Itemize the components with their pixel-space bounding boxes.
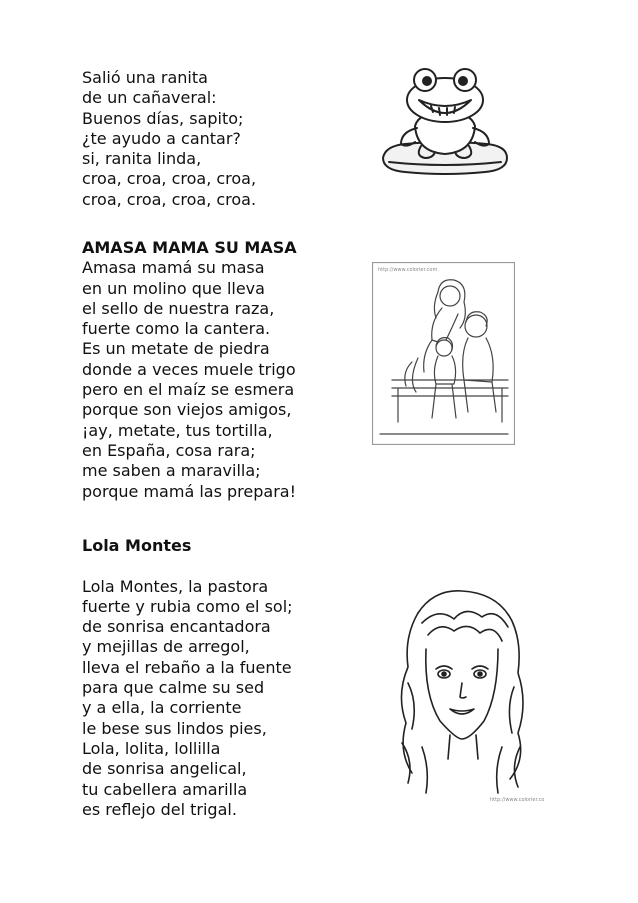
blank-line bbox=[82, 556, 293, 576]
poem-line: y mejillas de arregol, bbox=[82, 637, 250, 657]
poem-line: Salió una ranita bbox=[82, 68, 208, 87]
poem-line: ¿te ayudo a cantar? bbox=[82, 128, 241, 148]
poem-line: de sonrisa angelical, bbox=[82, 759, 247, 779]
poem-line: pero en el maíz se esmera bbox=[82, 380, 295, 400]
poem-line: y a ella, la corriente bbox=[82, 698, 242, 718]
poem-line: si, ranita linda, bbox=[82, 149, 202, 169]
poem-line: croa, croa, croa, croa. bbox=[82, 189, 257, 209]
poem-line: le bese sus lindos pies, bbox=[82, 718, 267, 738]
poem-line: de un cañaveral: bbox=[82, 88, 217, 108]
poem-line: croa, croa, croa, croa, bbox=[82, 169, 257, 189]
poem-line: para que calme su sed bbox=[82, 678, 265, 698]
family-watermark: http://www.colorier.com bbox=[378, 267, 438, 273]
poem-line: Lola, lolita, lollilla bbox=[82, 738, 221, 758]
poem-title: AMASA MAMA SU MASA bbox=[82, 238, 297, 257]
poem-line: porque son viejos amigos, bbox=[82, 400, 292, 420]
poem-line: Es un metate de piedra bbox=[82, 339, 270, 359]
poem-line: lleva el rebaño a la fuente bbox=[82, 657, 292, 677]
poem-line: Lola Montes, la pastora bbox=[82, 576, 269, 596]
poem-line: fuerte como la cantera. bbox=[82, 319, 271, 339]
girl-watermark: http://www.colorier.com bbox=[490, 797, 544, 803]
poem-line: me saben a maravilla; bbox=[82, 461, 261, 481]
poem-amasa-mama bbox=[82, 238, 297, 502]
poem-line: el sello de nuestra raza, bbox=[82, 298, 275, 318]
poem-lola-montes bbox=[82, 536, 293, 820]
poem-line: Buenos días, sapito; bbox=[82, 108, 244, 128]
girl-face-icon bbox=[378, 583, 544, 805]
poem-line: tu cabellera amarilla bbox=[82, 779, 248, 799]
poem-line: en un molino que lleva bbox=[82, 278, 265, 298]
poem-line: Amasa mamá su masa bbox=[82, 258, 265, 278]
family-icon bbox=[372, 262, 515, 445]
poem-line: donde a veces muele trigo bbox=[82, 359, 296, 379]
poem-line: de sonrisa encantadora bbox=[82, 617, 271, 637]
poem-ranita bbox=[82, 68, 256, 210]
poem-title: Lola Montes bbox=[82, 536, 192, 555]
poem-line: es reflejo del trigal. bbox=[82, 799, 237, 819]
poem-line: ¡ay, metate, tus tortilla, bbox=[82, 420, 273, 440]
poem-line: porque mamá las prepara! bbox=[82, 481, 296, 501]
frog-icon bbox=[375, 66, 515, 180]
poem-line: en España, cosa rara; bbox=[82, 440, 256, 460]
poem-line: fuerte y rubia como el sol; bbox=[82, 596, 293, 616]
